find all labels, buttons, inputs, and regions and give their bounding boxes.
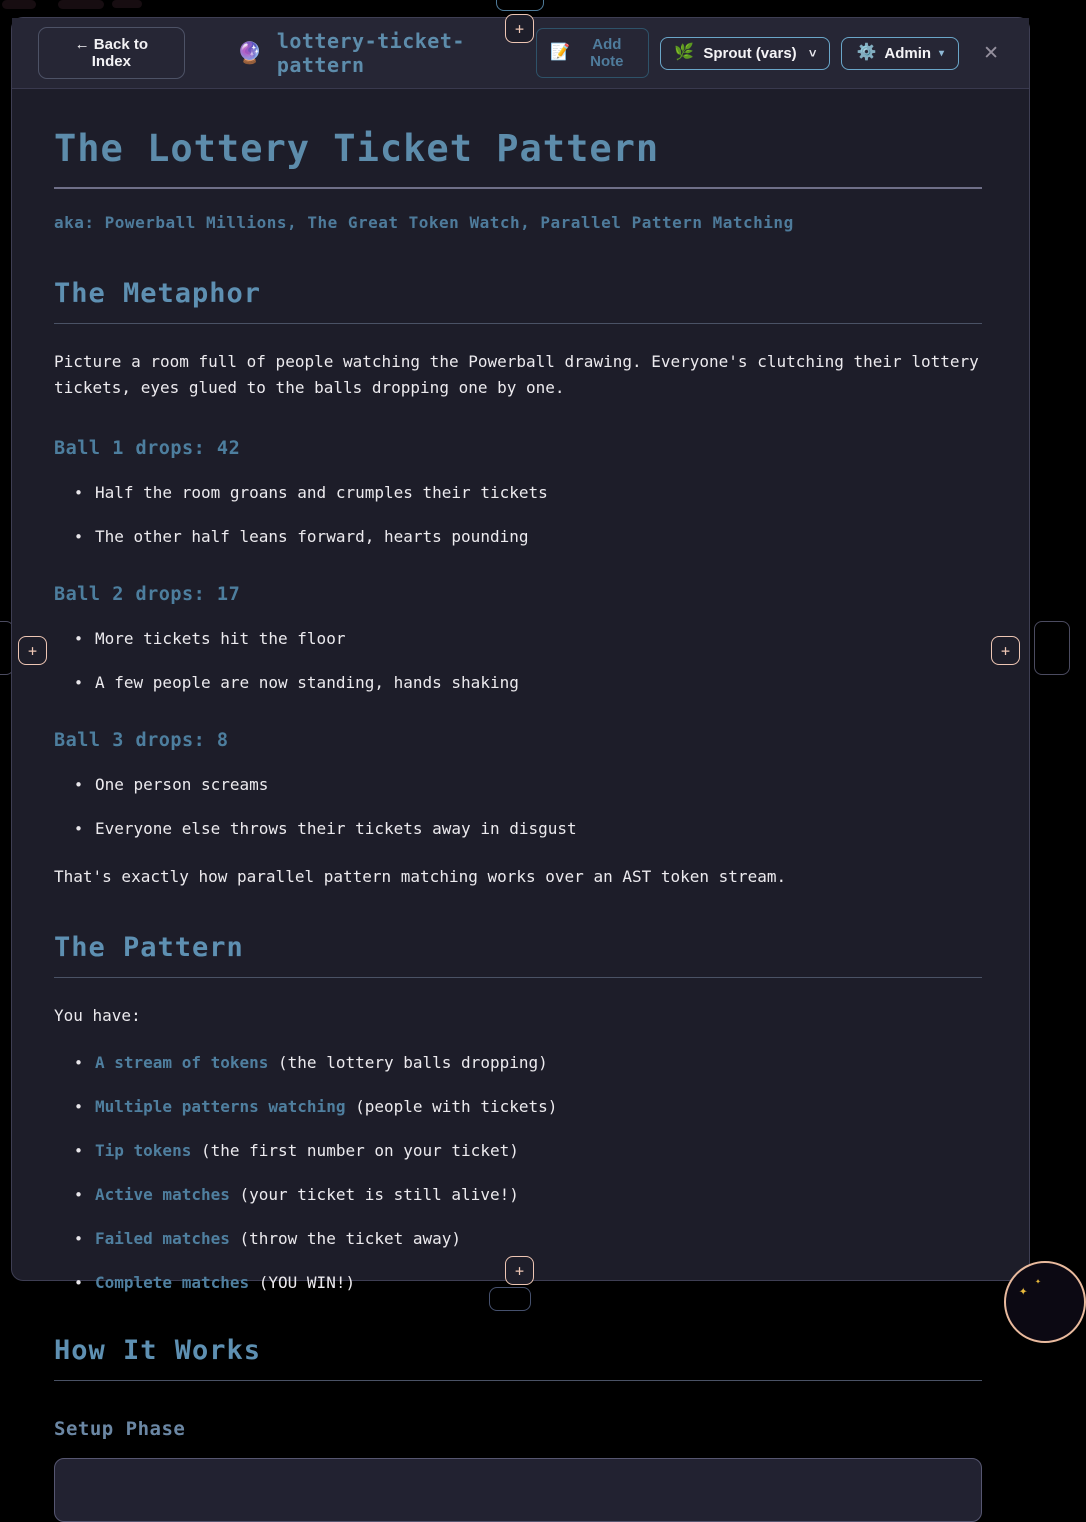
- caret-down-icon: ▾: [939, 47, 945, 59]
- ball-3-list: [54, 775, 982, 839]
- paragraph: You have:: [54, 1006, 141, 1025]
- close-button[interactable]: ✕: [979, 40, 1003, 67]
- ball-1-list: [54, 483, 982, 547]
- list-item: [74, 1185, 982, 1205]
- pattern-term: Active matches: [95, 1185, 230, 1204]
- ball-3-heading: Ball 3 drops: 8: [54, 730, 229, 751]
- back-to-index-button[interactable]: ← Back to Index: [38, 27, 185, 79]
- ball-2-heading: Ball 2 drops: 17: [54, 584, 241, 605]
- chevron-down-icon: ˅: [808, 45, 817, 61]
- list-item: • The other half leans forward, hearts pounding: [74, 527, 982, 547]
- section-heading-metaphor: The Metaphor: [54, 278, 982, 324]
- pattern-term: Failed matches: [95, 1229, 230, 1248]
- list-item: [74, 1053, 982, 1073]
- background-artifact: [2, 0, 36, 9]
- sparkle-icon: ✦: [1035, 1276, 1042, 1287]
- document-header: [237, 29, 537, 77]
- sparkle-fab-button[interactable]: [1004, 1261, 1086, 1343]
- expand-button-top[interactable]: +: [505, 14, 534, 43]
- document-title: lottery-ticket-pattern: [276, 29, 465, 77]
- add-note-button[interactable]: [536, 28, 649, 78]
- pattern-description: (people with tickets): [345, 1097, 558, 1116]
- pattern-description: (YOU WIN!): [249, 1273, 356, 1292]
- paragraph: Picture a room full of people watching the Powerball drawing. Everyone's clutching their lottery tickets, eyes glued to the balls dropping one by one.: [54, 352, 979, 397]
- ball-2-list: [54, 629, 982, 693]
- pattern-description: (your ticket is still alive!): [229, 1185, 519, 1204]
- sparkle-icon: ✦: [1019, 1283, 1028, 1299]
- document-modal: [11, 17, 1030, 1440]
- expand-button-left[interactable]: +: [18, 636, 47, 665]
- pattern-term: Complete matches: [95, 1273, 250, 1292]
- code-block: [54, 1458, 982, 1522]
- pattern-description: (the first number on your ticket): [191, 1141, 519, 1160]
- list-item: [74, 1141, 982, 1161]
- underlying-panel-edge-right: [1034, 621, 1070, 675]
- section-heading-how-it-works: How It Works: [54, 1335, 982, 1381]
- pattern-term: A stream of tokens: [95, 1053, 269, 1072]
- memo-icon: 📝: [550, 44, 571, 61]
- pattern-description: (throw the ticket away): [229, 1229, 462, 1248]
- expand-button-bottom[interactable]: +: [505, 1256, 534, 1285]
- list-item: • A few people are now standing, hands shaking: [74, 673, 982, 693]
- pattern-term: Tip tokens: [95, 1141, 192, 1160]
- underlying-plus-button-top: [496, 0, 544, 11]
- background-artifact: [58, 0, 104, 9]
- crystal-ball-icon: 🔮: [236, 41, 263, 65]
- paragraph: That's exactly how parallel pattern matching works over an AST token stream.: [54, 867, 787, 886]
- ball-1-heading: Ball 1 drops: 42: [54, 438, 241, 459]
- aka-line: aka: Powerball Millions, The Great Token Watch, Parallel Pattern Matching: [54, 213, 794, 232]
- page-title: The Lottery Ticket Pattern: [54, 127, 982, 189]
- subsection-heading-setup-phase: Setup Phase: [54, 1418, 186, 1440]
- list-item: • Half the room groans and crumples their tickets: [74, 483, 982, 503]
- list-item: • Everyone else throws their tickets away in disgust: [74, 819, 982, 839]
- admin-label: Admin: [884, 44, 932, 62]
- list-item: [74, 1229, 982, 1249]
- toolbar-actions: [536, 28, 1003, 78]
- list-item: • More tickets hit the floor: [74, 629, 982, 649]
- expand-button-right[interactable]: +: [991, 636, 1020, 665]
- pattern-description: (the lottery balls dropping): [268, 1053, 548, 1072]
- environment-select-value: Sprout (vars): [703, 44, 797, 62]
- environment-select[interactable]: [660, 37, 830, 70]
- admin-menu-button[interactable]: [841, 37, 959, 70]
- pattern-term: Multiple patterns watching: [95, 1097, 346, 1116]
- add-note-label: Add Note: [590, 36, 624, 70]
- section-heading-pattern: The Pattern: [54, 932, 982, 978]
- gear-icon: ⚙️: [856, 44, 877, 61]
- background-artifact: [112, 0, 142, 8]
- document-content: [12, 89, 1029, 1522]
- list-item: [74, 1097, 982, 1117]
- sprout-icon: 🌿: [674, 44, 695, 61]
- list-item: • One person screams: [74, 775, 982, 795]
